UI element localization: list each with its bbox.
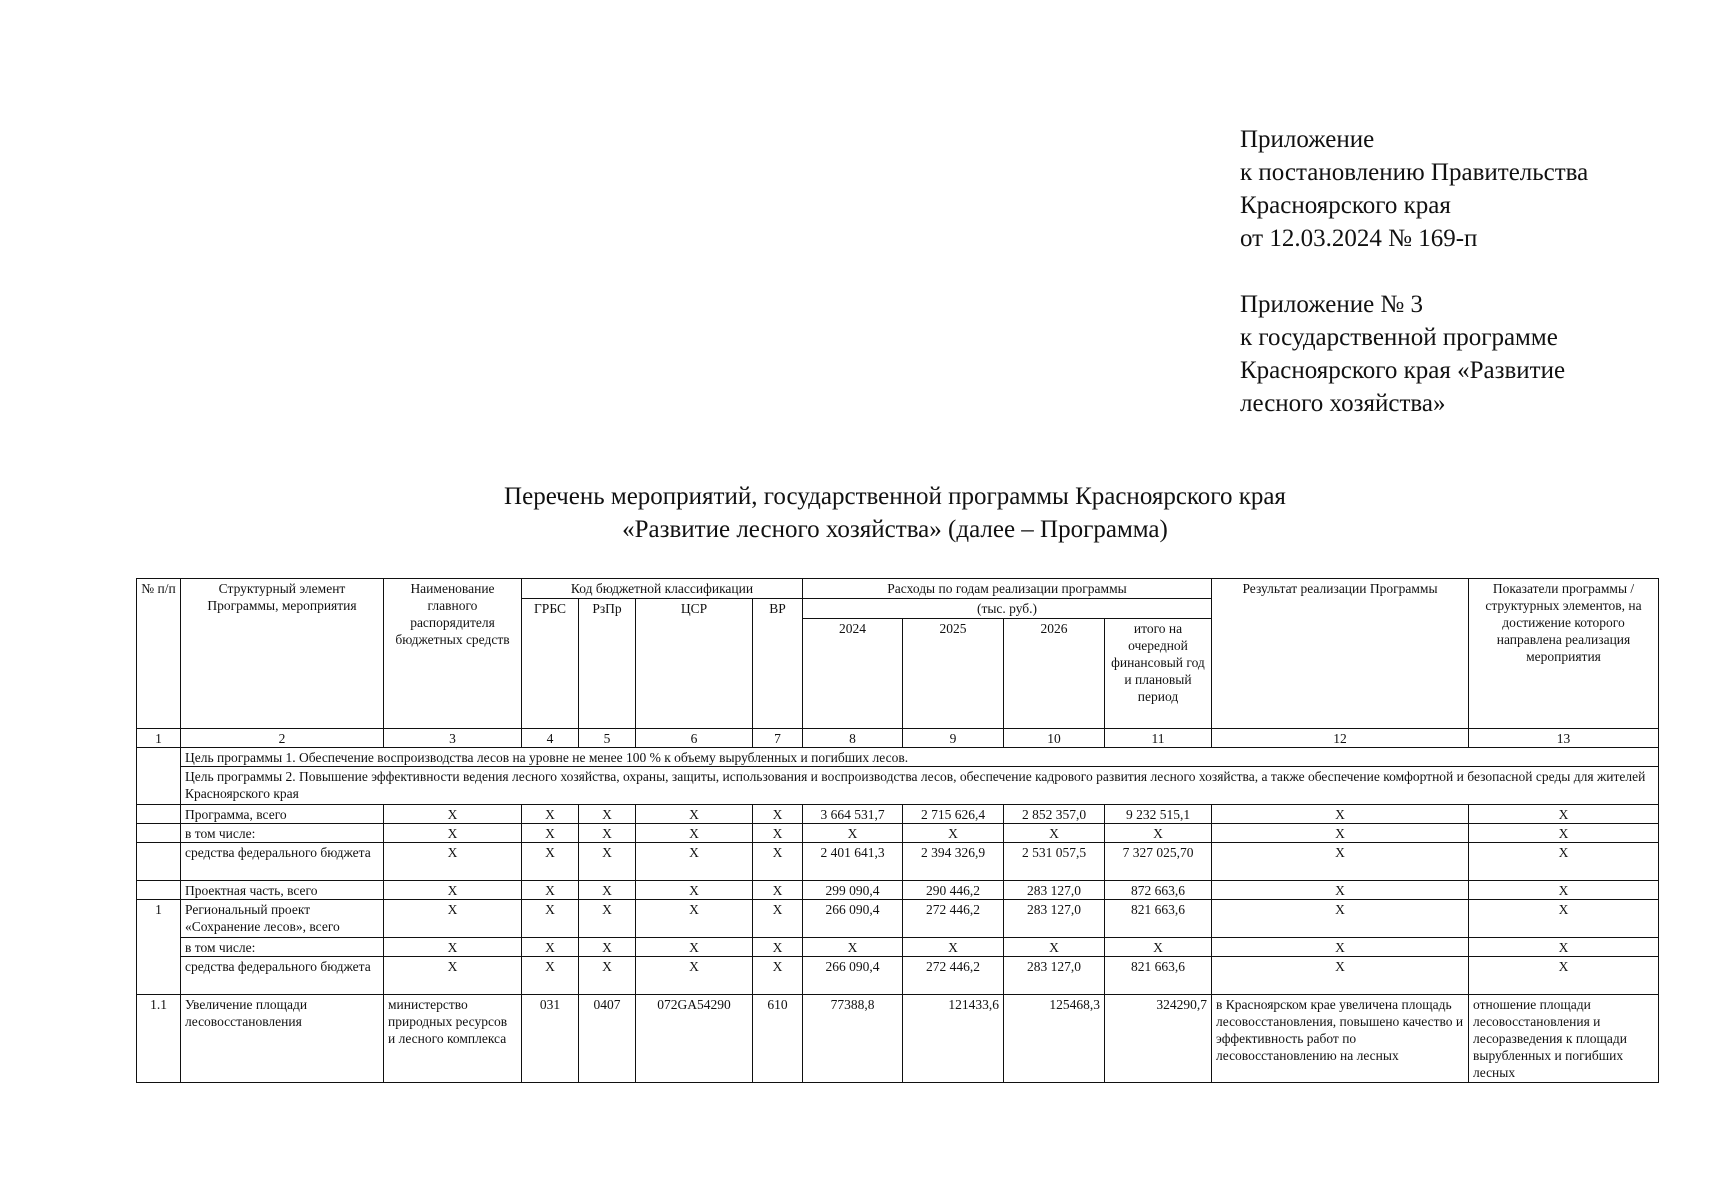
- row-num: [137, 805, 181, 824]
- header-manager: Наименование главного распорядителя бюджетных средств: [384, 579, 522, 729]
- row-2026: 2 852 357,0: [1004, 805, 1105, 824]
- document-title: [200, 480, 1590, 546]
- row-result: X: [1212, 805, 1469, 824]
- appendix-line: Приложение № 3: [1240, 291, 1424, 318]
- row-manager: X: [384, 900, 522, 938]
- row-rzpr: X: [579, 938, 636, 957]
- row-name: средства федерального бюджета: [181, 957, 384, 995]
- row-2024: 3 664 531,7: [803, 805, 903, 824]
- col-number: 6: [636, 729, 753, 748]
- appendix-header: [1240, 123, 1710, 420]
- row-indicator: X: [1469, 824, 1659, 843]
- row-vr: X: [753, 938, 803, 957]
- row-2024: X: [803, 938, 903, 957]
- header-vr: ВР: [753, 599, 803, 729]
- row-total: 9 232 515,1: [1105, 805, 1212, 824]
- appendix-line: Красноярского края «Развитие: [1240, 357, 1566, 384]
- row-2024: 77388,8: [803, 995, 903, 1083]
- row-total: 821 663,6: [1105, 900, 1212, 938]
- row-2026: 283 127,0: [1004, 957, 1105, 995]
- table-row: [137, 805, 1659, 824]
- row-total: X: [1105, 824, 1212, 843]
- row-indicator: X: [1469, 938, 1659, 957]
- row-manager: министерство природных ресурсов и лесного комплекса: [384, 995, 522, 1083]
- goal-spacer: [137, 748, 181, 805]
- table-row: [137, 824, 1659, 843]
- header-total: итого на очередной финансовый год и плановый период: [1105, 619, 1212, 729]
- header-budget-code: Код бюджетной классификации: [522, 579, 803, 599]
- row-grbs: X: [522, 881, 579, 900]
- col-number: 1: [137, 729, 181, 748]
- col-number: 10: [1004, 729, 1105, 748]
- row-grbs: X: [522, 938, 579, 957]
- row-indicator: X: [1469, 900, 1659, 938]
- row-num: 1: [137, 900, 181, 995]
- appendix-line: Приложение: [1240, 126, 1375, 153]
- row-csr: X: [636, 843, 753, 881]
- row-csr: X: [636, 900, 753, 938]
- row-result: X: [1212, 843, 1469, 881]
- table-header: [137, 579, 1659, 748]
- row-result: X: [1212, 957, 1469, 995]
- col-number: 4: [522, 729, 579, 748]
- row-2026: 283 127,0: [1004, 881, 1105, 900]
- appendix-program: [1240, 288, 1710, 420]
- row-rzpr: X: [579, 900, 636, 938]
- row-2025: 272 446,2: [903, 900, 1004, 938]
- row-2024: 266 090,4: [803, 900, 903, 938]
- row-num: [137, 881, 181, 900]
- row-indicator: X: [1469, 843, 1659, 881]
- row-name: Проектная часть, всего: [181, 881, 384, 900]
- title-line: «Развитие лесного хозяйства» (далее – Программа): [622, 516, 1168, 543]
- header-expenses-unit: (тыс. руб.): [803, 599, 1212, 619]
- row-result: X: [1212, 881, 1469, 900]
- row-vr: X: [753, 824, 803, 843]
- header-indicators: Показатели программы / структурных элементов, на достижение которого направлена реализация мероприятия: [1469, 579, 1659, 729]
- row-2024: X: [803, 824, 903, 843]
- col-number: 3: [384, 729, 522, 748]
- col-number: 12: [1212, 729, 1469, 748]
- row-name: средства федерального бюджета: [181, 843, 384, 881]
- row-2026: X: [1004, 824, 1105, 843]
- row-result: X: [1212, 824, 1469, 843]
- col-number: 8: [803, 729, 903, 748]
- row-total: 821 663,6: [1105, 957, 1212, 995]
- row-grbs: X: [522, 805, 579, 824]
- activities-table: [136, 578, 1659, 1083]
- goal-row: [137, 767, 1659, 805]
- row-num: [137, 824, 181, 843]
- row-2024: 299 090,4: [803, 881, 903, 900]
- row-grbs: X: [522, 843, 579, 881]
- table-row: [137, 843, 1659, 881]
- header-element: Структурный элемент Программы, мероприятия: [181, 579, 384, 729]
- row-rzpr: X: [579, 805, 636, 824]
- col-number: 2: [181, 729, 384, 748]
- table-row: [137, 900, 1659, 938]
- row-result: X: [1212, 938, 1469, 957]
- appendix-line: к постановлению Правительства: [1240, 159, 1589, 186]
- header-rzpr: РзПр: [579, 599, 636, 729]
- appendix-resolution: [1240, 123, 1710, 255]
- row-csr: X: [636, 938, 753, 957]
- row-csr: X: [636, 805, 753, 824]
- row-2026: 125468,3: [1004, 995, 1105, 1083]
- row-manager: X: [384, 824, 522, 843]
- title-line: Перечень мероприятий, государственной программы Красноярского края: [504, 483, 1286, 510]
- row-2026: X: [1004, 938, 1105, 957]
- row-csr: 072GA54290: [636, 995, 753, 1083]
- row-indicator: отношение площади лесовосстановления и лесоразведения к площади вырубленных и погибших лесных: [1469, 995, 1659, 1083]
- row-manager: X: [384, 843, 522, 881]
- row-rzpr: 0407: [579, 995, 636, 1083]
- row-csr: X: [636, 957, 753, 995]
- row-indicator: X: [1469, 957, 1659, 995]
- row-indicator: X: [1469, 805, 1659, 824]
- goal-2: Цель программы 2. Повышение эффективности ведения лесного хозяйства, охраны, защиты, использования и воспроизводства лесов, обеспечение кадрового развития лесного хозяйства, а также обеспечение комфортной и безопасной среды для жителей Красноярского края: [181, 767, 1659, 805]
- col-number: 9: [903, 729, 1004, 748]
- row-vr: X: [753, 805, 803, 824]
- row-indicator: X: [1469, 881, 1659, 900]
- appendix-line: от 12.03.2024 № 169-п: [1240, 225, 1478, 252]
- row-2025: 121433,6: [903, 995, 1004, 1083]
- header-result: Результат реализации Программы: [1212, 579, 1469, 729]
- row-vr: X: [753, 843, 803, 881]
- header-expenses: Расходы по годам реализации программы: [803, 579, 1212, 599]
- header-2024: 2024: [803, 619, 903, 729]
- row-manager: X: [384, 938, 522, 957]
- appendix-line: лесного хозяйства»: [1240, 390, 1446, 417]
- row-manager: X: [384, 881, 522, 900]
- header-2025: 2025: [903, 619, 1004, 729]
- appendix-line: Красноярского края: [1240, 192, 1451, 219]
- goal-row: [137, 748, 1659, 767]
- table-body: [137, 748, 1659, 1083]
- header-csr: ЦСР: [636, 599, 753, 729]
- row-result: X: [1212, 900, 1469, 938]
- row-name: Увеличение площади лесовосстановления: [181, 995, 384, 1083]
- row-vr: X: [753, 957, 803, 995]
- row-rzpr: X: [579, 957, 636, 995]
- appendix-line: к государственной программе: [1240, 324, 1558, 351]
- row-manager: X: [384, 805, 522, 824]
- goal-1: Цель программы 1. Обеспечение воспроизводства лесов на уровне не менее 100 % к объему вырубленных и погибших лесов.: [181, 748, 1659, 767]
- header-grbs: ГРБС: [522, 599, 579, 729]
- col-number: 13: [1469, 729, 1659, 748]
- row-rzpr: X: [579, 843, 636, 881]
- row-2026: 283 127,0: [1004, 900, 1105, 938]
- row-csr: X: [636, 881, 753, 900]
- row-2026: 2 531 057,5: [1004, 843, 1105, 881]
- row-vr: X: [753, 881, 803, 900]
- header-num: № п/п: [137, 579, 181, 729]
- table-row: [137, 995, 1659, 1083]
- col-number: 11: [1105, 729, 1212, 748]
- row-vr: X: [753, 900, 803, 938]
- row-name: Региональный проект «Сохранение лесов», всего: [181, 900, 384, 938]
- row-name: Программа, всего: [181, 805, 384, 824]
- col-number: 7: [753, 729, 803, 748]
- row-2025: 272 446,2: [903, 957, 1004, 995]
- row-2024: 2 401 641,3: [803, 843, 903, 881]
- row-2025: X: [903, 824, 1004, 843]
- row-result: в Красноярском крае увеличена площадь лесовосстановления, повышено качество и эффективность работ по лесовосстановлению на лесных: [1212, 995, 1469, 1083]
- row-2025: X: [903, 938, 1004, 957]
- row-num: [137, 843, 181, 881]
- row-2025: 290 446,2: [903, 881, 1004, 900]
- column-numbers-row: [137, 729, 1659, 748]
- row-total: X: [1105, 938, 1212, 957]
- row-grbs: X: [522, 824, 579, 843]
- row-rzpr: X: [579, 824, 636, 843]
- row-grbs: X: [522, 900, 579, 938]
- header-2026: 2026: [1004, 619, 1105, 729]
- row-2025: 2 394 326,9: [903, 843, 1004, 881]
- row-name: в том числе:: [181, 938, 384, 957]
- row-grbs: 031: [522, 995, 579, 1083]
- row-2025: 2 715 626,4: [903, 805, 1004, 824]
- row-csr: X: [636, 824, 753, 843]
- row-total: 872 663,6: [1105, 881, 1212, 900]
- table-row: [137, 938, 1659, 957]
- row-total: 7 327 025,70: [1105, 843, 1212, 881]
- col-number: 5: [579, 729, 636, 748]
- row-manager: X: [384, 957, 522, 995]
- row-num: 1.1: [137, 995, 181, 1083]
- row-vr: 610: [753, 995, 803, 1083]
- row-total: 324290,7: [1105, 995, 1212, 1083]
- row-name: в том числе:: [181, 824, 384, 843]
- row-rzpr: X: [579, 881, 636, 900]
- table-row: [137, 957, 1659, 995]
- table-row: [137, 881, 1659, 900]
- row-2024: 266 090,4: [803, 957, 903, 995]
- row-grbs: X: [522, 957, 579, 995]
